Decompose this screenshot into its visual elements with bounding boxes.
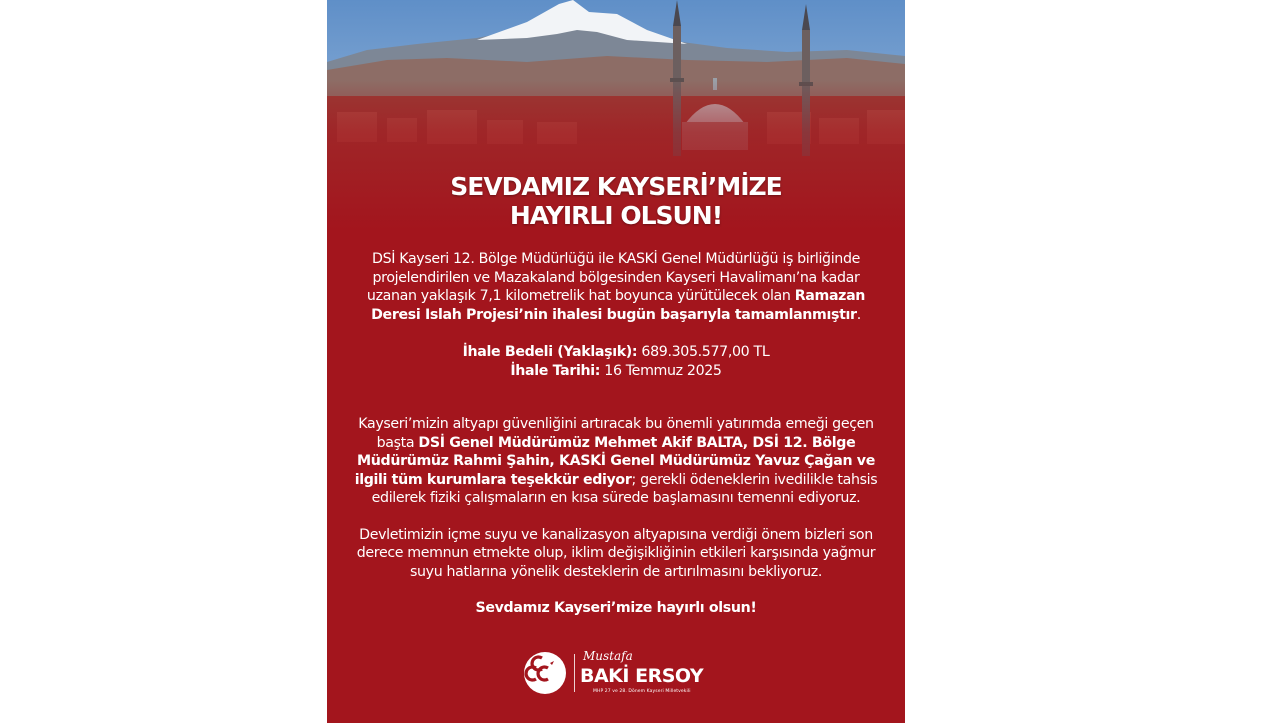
signature-divider <box>574 654 575 692</box>
paragraph-thanks <box>346 415 886 508</box>
tender-date-value: 16 Temmuz 2025 <box>600 362 722 379</box>
title-line-2: HAYIRLI OLSUN! <box>509 201 723 230</box>
closing-line: Sevdamız Kayseri’mize hayırlı olsun! <box>475 600 757 616</box>
title-line-1: SEVDAMIZ KAYSERİ’MİZE <box>450 172 782 201</box>
paragraph-project <box>346 250 886 324</box>
paragraph-thanks-bold: DSİ Genel Müdürümüz Mehmet Akif BALTA, DSİ 12. Bölge Müdürümüz Rahmi Şahin, KASKİ Genel Müdürümüz Yavuz Çağan ve ilgili tüm kurumlara teşekkür ediyor <box>354 434 875 488</box>
tender-cost <box>327 343 905 362</box>
tender-cost-value: 689.305.577,00 TL <box>637 344 770 360</box>
poster-title <box>386 172 846 230</box>
tender-info <box>327 343 905 380</box>
paragraph-thanks-end: ; gerekli ödeneklerin ivedilikle tahsis edilerek fiziki çalışmaların en kısa sürede başlamasını temenni ediyoruz. <box>371 471 878 506</box>
signature-name: BAKİ ERSOY <box>580 665 704 687</box>
poster-content <box>327 172 905 618</box>
tender-date-label: İhale Tarihi: <box>510 362 601 379</box>
paragraph-project-end: . <box>856 306 861 323</box>
paragraph-project-text: DSİ Kayseri 12. Bölge Müdürlüğü ile KASKİ Genel Müdürlüğü iş birliğinde projelendirilen ve Mazakaland bölgesinden Kayseri Havalimanı’na kadar uzanan yaklaşık 7,1 kilometrelik hat boyunca yürütülecek olan <box>366 251 860 304</box>
paragraph-project-bold: Ramazan Deresi Islah Projesi’nin ihalesi bugün başarıyla tamamlanmıştır <box>371 288 866 323</box>
tender-cost-label: İhale Bedeli (Yaklaşık): <box>462 344 638 360</box>
tender-date <box>327 362 905 381</box>
mhp-three-crescents-logo-icon <box>523 651 567 695</box>
signature-block <box>523 650 723 702</box>
paragraph-expectation: Devletimizin içme suyu ve kanalizasyon altyapısına verdiği önem bizleri son derece memnun etmekte olup, iklim değişikliğinin etkileri karşısında yağmur suyu hatlarına yönelik desteklerin de artırılmasını bekliyoruz. <box>356 526 876 580</box>
signature-first-name: Mustafa <box>583 649 633 663</box>
poster <box>327 0 905 723</box>
signature-subtitle: MHP 27 ve 28. Dönem Kayseri Milletvekili <box>593 689 691 694</box>
paragraph-thanks-start: Kayseri’mizin altyapı güvenliğini artıracak bu önemli yatırımda emeği geçen başta <box>358 416 874 451</box>
